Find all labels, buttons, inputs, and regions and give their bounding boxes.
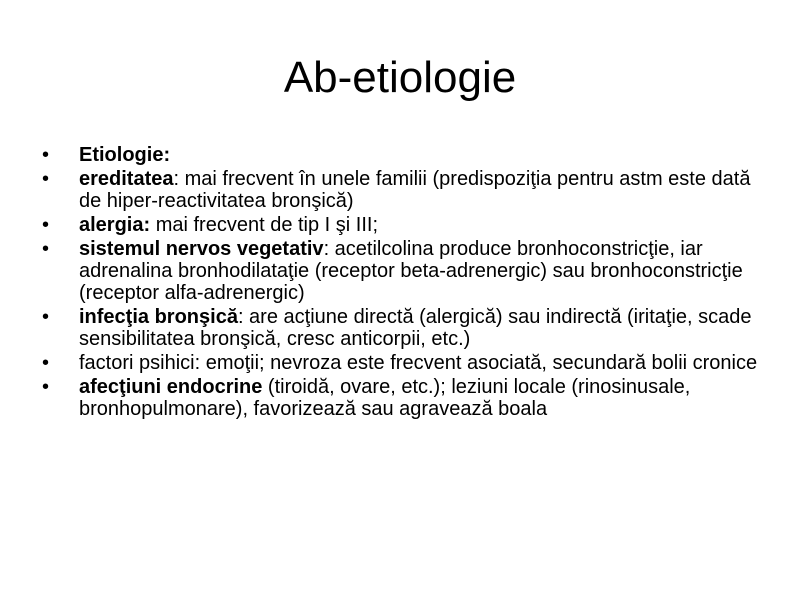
bullet-icon: •	[42, 214, 50, 236]
bullet-item-sistemul-nervos	[42, 238, 762, 304]
bullet-text: : mai frecvent în unele familii (predispoziţia pentru astm este dată de hiper-reactivitatea bronşică)	[79, 168, 751, 212]
bullet-list	[42, 144, 762, 422]
bullet-text: factori psihici: emoţii; nevroza este frecvent asociată, secundară bolii cronice	[79, 352, 758, 374]
bullet-bold-text: alergia:	[79, 214, 151, 236]
bullet-bold-text: ereditatea	[79, 168, 174, 190]
bullet-icon: •	[42, 376, 50, 398]
bullet-bold-text: afecţiuni endocrine	[79, 376, 263, 398]
bullet-icon: •	[42, 306, 50, 328]
bullet-text: : are acţiune directă (alergică) sau indirectă (iritaţie, scade sensibilitatea bronşică, cresc anticorpii, etc.)	[79, 306, 752, 350]
bullet-item-ereditatea	[42, 168, 762, 212]
bullet-text: (tiroidă, ovare, etc.); leziuni locale (rinosinusale, bronhopulmonare), favorizează sau agravează boala	[79, 376, 691, 420]
bullet-bold-text: Etiologie:	[79, 144, 171, 166]
bullet-icon: •	[42, 352, 50, 374]
bullet-item-factori-psihici	[42, 352, 762, 374]
bullet-icon: •	[42, 168, 50, 190]
bullet-bold-text: infecţia bronşică	[79, 306, 238, 328]
bullet-bold-text: sistemul nervos vegetativ	[79, 238, 324, 260]
bullet-text: mai frecvent de tip I şi III;	[150, 214, 379, 236]
bullet-item-afectiuni-endocrine	[42, 376, 762, 420]
bullet-text: : acetilcolina produce bronhoconstricţie, iar adrenalina bronhodilataţie (receptor beta-adrenergic) sau bronhoconstricţie (receptor alfa-adrenergic)	[79, 238, 743, 304]
slide-title: Ab-etiologie	[283, 53, 517, 102]
bullet-icon: •	[42, 144, 50, 166]
bullet-item-infectia	[42, 306, 762, 350]
bullet-icon: •	[42, 238, 50, 260]
bullet-item-etiologie	[42, 144, 762, 166]
bullet-item-alergia	[42, 214, 762, 236]
